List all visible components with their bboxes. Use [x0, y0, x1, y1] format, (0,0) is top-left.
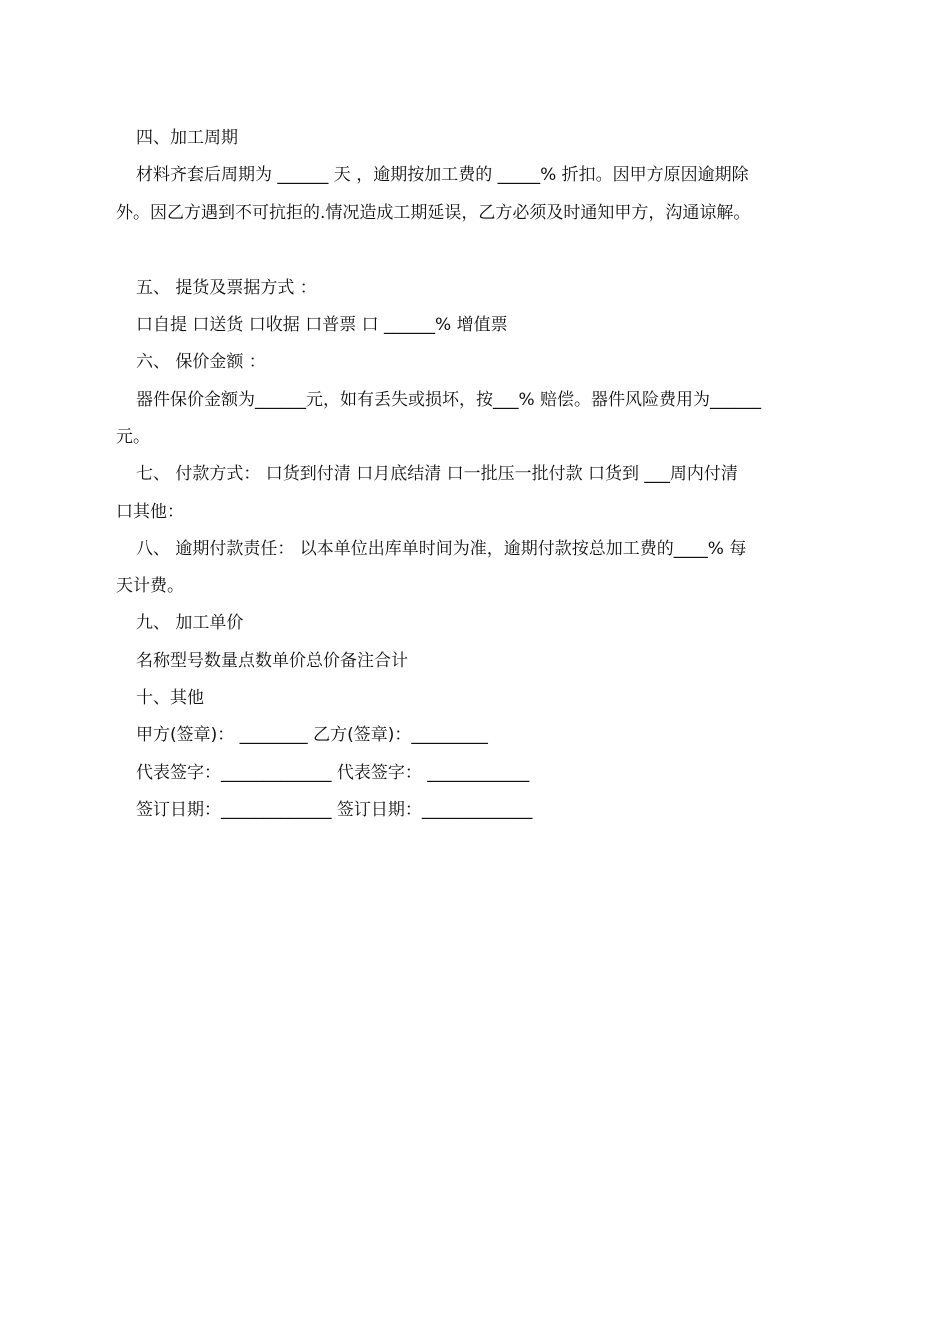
price-table-columns: 名称型号数量点数单价总价备注合计: [136, 651, 408, 671]
section-8-text-line-1: 八、 逾期付款责任： 以本单位出库单时间为准，逾期付款按总加工费的____% 每: [136, 539, 747, 559]
section-6-text-line-1: 器件保价金额为______元，如有丢失或损坏，按___% 赔偿。器件风险费用为______: [136, 390, 762, 410]
representative-signature-line: 代表签字：_____________ 代表签字： ____________: [136, 763, 530, 783]
section-7-other-option: 口其他：: [116, 502, 184, 522]
section-10-heading: 十、其他: [136, 688, 204, 708]
section-9-heading: 九、 加工单价: [136, 613, 244, 633]
section-4-text-line-1: 材料齐套后周期为 ______ 天 ，逾期按加工费的 _____% 折扣。因甲方原因逾期除: [136, 165, 749, 185]
section-5-options: 口自提 口送货 口收据 口普票 口 ______% 增值票: [136, 315, 508, 335]
section-5-heading: 五、 提货及票据方式 ：: [136, 278, 317, 298]
section-6-heading: 六、 保价金额 ：: [136, 352, 266, 372]
section-4-text-line-2: 外。因乙方遇到不可抗拒的.情况造成工期延误，乙方必须及时通知甲方，沟通谅解。: [116, 203, 751, 223]
signing-date-line: 签订日期：_____________ 签订日期：_____________: [136, 800, 533, 820]
section-4-heading: 四、加工周期: [136, 128, 238, 148]
section-7-payment-method: 七、 付款方式： 口货到付清 口月底结清 口一批压一批付款 口货到 ___周内付清: [136, 464, 738, 484]
signature-seal-line: 甲方(签章)： ________ 乙方(签章)：_________: [136, 725, 488, 745]
section-6-text-line-2: 元。: [116, 427, 150, 447]
section-8-text-line-2: 天计费。: [116, 576, 184, 596]
